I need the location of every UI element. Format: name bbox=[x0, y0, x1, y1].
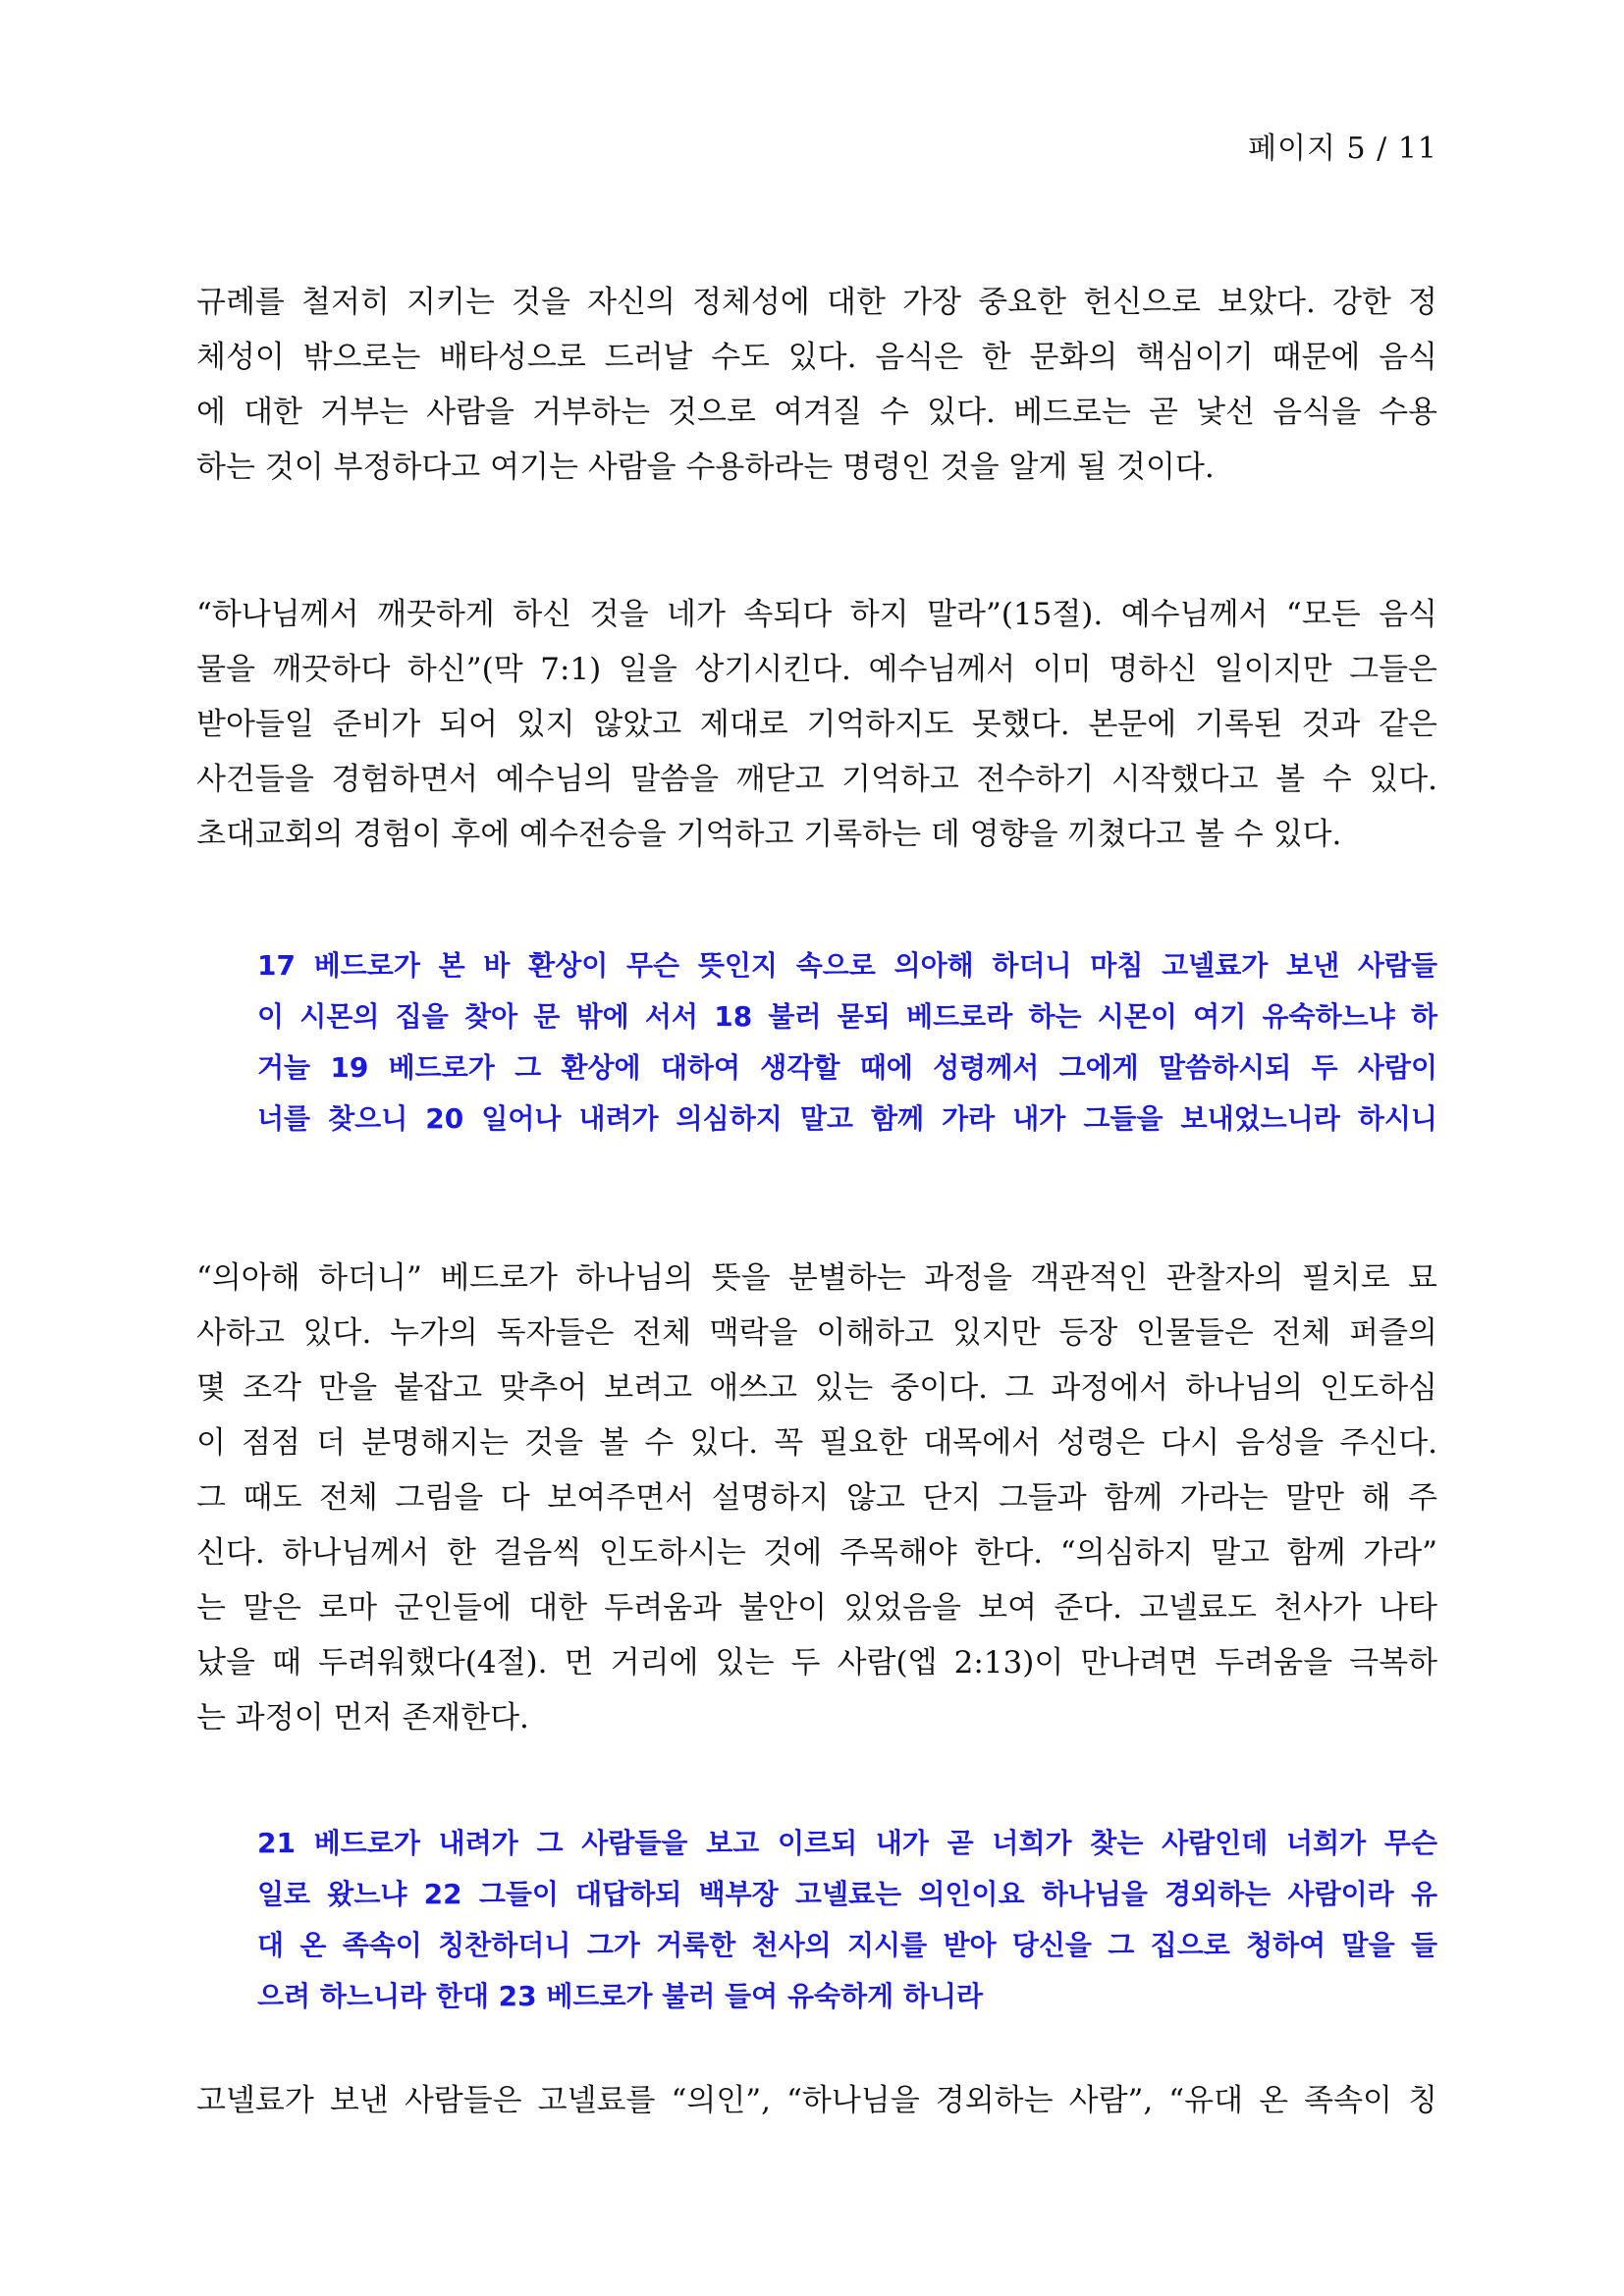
quote-line: 이 시몬의 집을 찾아 문 밖에 서서 18 불러 묻되 베드로라 하는 시몬이 여기 유숙하느냐 하 bbox=[257, 1000, 1437, 1033]
text-line: 사건들을 경험하면서 예수님의 말씀을 깨닫고 기억하고 전수하기 시작했다고 볼 수 있다. bbox=[196, 762, 1437, 797]
body-paragraph-4 bbox=[196, 2073, 1437, 2128]
text-line: 신다. 하나님께서 한 걸음씩 인도하시는 것에 주목해야 한다. “의심하지 말고 함께 가라” bbox=[196, 1535, 1437, 1571]
body-paragraph-2 bbox=[196, 587, 1437, 862]
quote-line: 대 온 족속이 칭찬하더니 그가 거룩한 천사의 지시를 받아 당신을 그 집으로 청하여 말을 들 bbox=[257, 1929, 1437, 1961]
text-line: 는 말은 로마 군인들에 대한 두려움과 불안이 있었음을 보여 준다. 고넬료도 천사가 나타 bbox=[196, 1590, 1437, 1626]
text-line: 하는 것이 부정하다고 여기는 사람을 수용하라는 명령인 것을 알게 될 것이다. bbox=[196, 450, 1215, 485]
text-line: 에 대한 거부는 사람을 거부하는 것으로 여겨질 수 있다. 베드로는 곧 낯선 음식을 수용 bbox=[196, 395, 1437, 430]
text-line: 이 점점 더 분명해지는 것을 볼 수 있다. 꼭 필요한 대목에서 성령은 다시 음성을 주신다. bbox=[196, 1425, 1437, 1461]
quote-line: 너를 찾으니 20 일어나 내려가 의심하지 말고 함께 가라 내가 그들을 보내었느니라 하시니 bbox=[257, 1102, 1437, 1135]
text-line: 났을 때 두려워했다(4절). 먼 거리에 있는 두 사람(엡 2:13)이 만나려면 두려움을 극복하 bbox=[196, 1645, 1437, 1681]
text-line: 체성이 밖으로는 배타성으로 드러날 수도 있다. 음식은 한 문화의 핵심이기 때문에 음식 bbox=[196, 340, 1437, 375]
scripture-quote-2 bbox=[257, 1818, 1437, 2022]
page-number: 페이지 5 / 11 bbox=[1248, 132, 1437, 166]
text-line: 는 과정이 먼저 존재한다. bbox=[196, 1700, 529, 1735]
scripture-quote-1 bbox=[257, 940, 1437, 1145]
quote-line: 21 베드로가 내려가 그 사람들을 보고 이르되 내가 곧 너희가 찾는 사람인데 너희가 무슨 bbox=[257, 1827, 1437, 1859]
body-paragraph-1 bbox=[196, 275, 1437, 495]
text-line: “의아해 하더니” 베드로가 하나님의 뜻을 분별하는 과정을 객관적인 관찰자의 필치로 묘 bbox=[196, 1260, 1437, 1296]
body-paragraph-3 bbox=[196, 1251, 1437, 1745]
quote-line: 거늘 19 베드로가 그 환상에 대하여 생각할 때에 성령께서 그에게 말씀하시되 두 사람이 bbox=[257, 1051, 1437, 1084]
quote-line: 으려 하느니라 한대 23 베드로가 불러 들여 유숙하게 하니라 bbox=[257, 1980, 984, 2012]
text-line: 물을 깨끗하다 하신”(막 7:1) 일을 상기시킨다. 예수님께서 이미 명하신 일이지만 그들은 bbox=[196, 652, 1437, 687]
quote-line: 일로 왔느냐 22 그들이 대답하되 백부장 고넬료는 의인이요 하나님을 경외하는 사람이라 유 bbox=[257, 1878, 1437, 1910]
text-line: “하나님께서 깨끗하게 하신 것을 네가 속되다 하지 말라”(15절). 예수님께서 “모든 음식 bbox=[196, 597, 1437, 632]
text-line: 규례를 철저히 지키는 것을 자신의 정체성에 대한 가장 중요한 헌신으로 보았다. 강한 정 bbox=[196, 285, 1437, 320]
quote-line: 17 베드로가 본 바 환상이 무슨 뜻인지 속으로 의아해 하더니 마침 고넬료가 보낸 사람들 bbox=[257, 949, 1437, 982]
text-line: 사하고 있다. 누가의 독자들은 전체 맥락을 이해하고 있지만 등장 인물들은 전체 퍼즐의 bbox=[196, 1315, 1437, 1351]
text-line: 그 때도 전체 그림을 다 보여주면서 설명하지 않고 단지 그들과 함께 가라는 말만 해 주 bbox=[196, 1480, 1437, 1516]
text-line: 몇 조각 만을 붙잡고 맞추어 보려고 애쓰고 있는 중이다. 그 과정에서 하나님의 인도하심 bbox=[196, 1370, 1437, 1406]
text-line: 받아들일 준비가 되어 있지 않았고 제대로 기억하지도 못했다. 본문에 기록된 것과 같은 bbox=[196, 707, 1437, 742]
text-line: 초대교회의 경험이 후에 예수전승을 기억하고 기록하는 데 영향을 끼쳤다고 볼 수 있다. bbox=[196, 817, 1342, 852]
text-line: 고넬료가 보낸 사람들은 고넬료를 “의인”, “하나님을 경외하는 사람”, “유대 온 족속이 칭 bbox=[196, 2083, 1437, 2118]
